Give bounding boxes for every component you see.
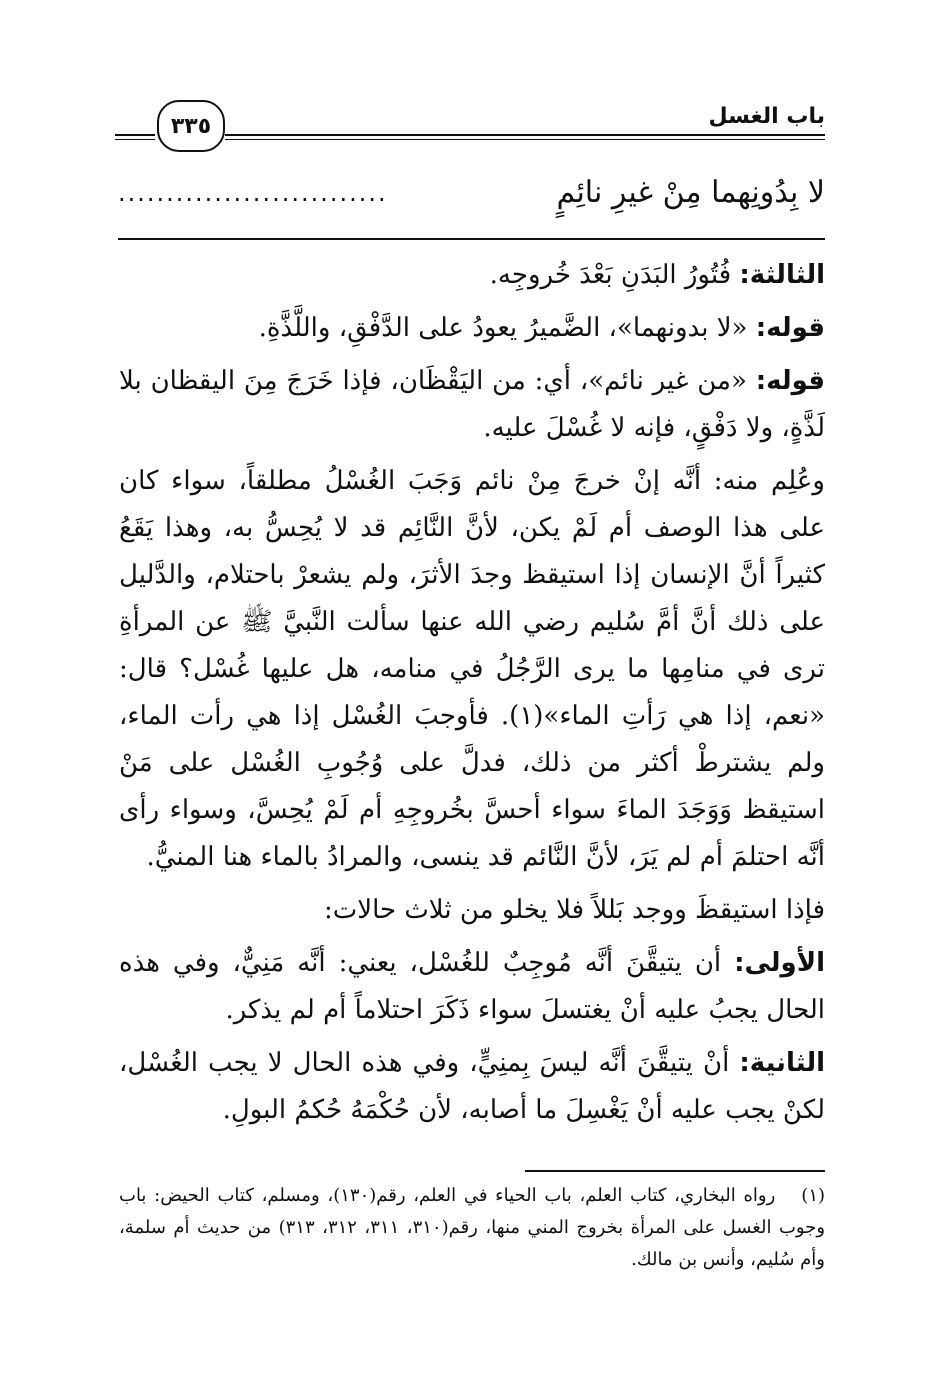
- paragraph-text: «لا بدونهما»، الضَّميرُ يعودُ على الدَّفْقِ، واللَّذَّةِ.: [258, 313, 756, 343]
- header-rule-left: [115, 139, 155, 140]
- paragraph: [119, 1040, 825, 1134]
- paragraph-lead: قوله:: [755, 313, 825, 343]
- paragraph-text: أنْ يتيقَّنَ أنَّه ليسَ بِمنِيٍّ، وفي هذه الحال لا يجب الغُسْل، لكنْ يجب عليه أنْ يَغْسِلَ ما أصابه، لأن حُكْمَهُ حُكمُ البولِ.: [119, 1048, 825, 1125]
- page-number: ٣٣٥: [157, 100, 225, 152]
- commentary-body: [119, 252, 825, 1134]
- paragraph-lead: الأولى:: [734, 948, 825, 978]
- paragraph-text: أن يتيقَّنَ أنَّه مُوجِبٌ للغُسْل، يعني: أنَّه مَنِيٌّ، وفي هذه الحال يجبُ عليه أنْ يغتسلَ سواء ذَكَرَ احتلاماً أم لم يذكر.: [119, 948, 825, 1025]
- header-rule: [225, 139, 825, 140]
- footnote-text: رواه البخاري، كتاب العلم، باب الحياء في العلم، رقم(١٣٠)، ومسلم، كتاب الحيض: باب وجوب الغسل على المرأة بخروج المني منها، رقم(٣١٠، ٣١١، ٣١٢، ٣١٣) من حديث أم سلمة، وأم سُليم، وأنس بن مالك.: [119, 1185, 826, 1270]
- matn-dots: ............................: [118, 179, 388, 207]
- footnote-number: (١): [801, 1185, 826, 1206]
- paragraph-text: فإذا استيقظَ ووجد بَللاً فلا يخلو من ثلاث حالات:: [324, 895, 825, 925]
- paragraph-lead: قوله:: [755, 366, 825, 396]
- paragraph-lead: الثالثة:: [739, 260, 825, 290]
- chapter-title: باب الغسل: [708, 104, 825, 129]
- matn-text: لا بِدُونِهما مِنْ غيرِ نائِمٍ: [556, 175, 825, 210]
- header-rule-left: [115, 134, 155, 136]
- paragraph: [119, 252, 825, 299]
- footnote-rule: [525, 1170, 825, 1172]
- footnote: [119, 1180, 825, 1276]
- paragraph-text: وعُلِم منه: أنَّه إنْ خرجَ مِنْ نائم وَجَبَ الغُسْلُ مطلقاً، سواء كان على هذا الوصف أم لَمْ يكن، لأنَّ النَّائِم قد لا يُحِسُّ به، وهذا يَقَعُ كثيراً أنَّ الإنسان إذا استيقظ وجدَ الأثرَ، ولم يشعرْ باحتلام، والدَّليل على ذلك أنَّ أمَّ سُليم رضي الله عنها سألت النَّبيَّ ﷺ عن المرأةِ ترى في منامِها ما يرى الرَّجُلُ في منامه، هل عليها غُسْل؟ قال: «نعم، إذا هي رَأتِ الماء»(١). فأوجبَ الغُسْل إذا هي رأت الماء، ولم يشترطْ أكثر من ذلك، فدلَّ على وُجُوبِ الغُسْل على مَنْ استيقظ وَوَجَدَ الماءَ سواء أحسَّ بخُروجِهِ أم لَمْ يُحِسَّ، وسواء رأى أنَّه احتلمَ أم لم يَرَ، لأنَّ النَّائم قد ينسى، والمرادُ بالماء هنا المنيُّ.: [119, 466, 825, 872]
- paragraph-text: فُتُورُ البَدَنِ بَعْدَ خُروجِه.: [489, 260, 740, 290]
- paragraph: [119, 358, 825, 452]
- paragraph: [119, 458, 825, 881]
- paragraph-lead: الثانية:: [739, 1048, 825, 1078]
- paragraph-text: «من غير نائم»، أي: من اليَقْظَان، فإذا خَرَجَ مِنَ اليقظان بلا لَذَّةٍ، ولا دَفْقٍ، فإنه لا غُسْلَ عليه.: [119, 366, 825, 443]
- page-header: [115, 98, 825, 158]
- paragraph: [119, 305, 825, 352]
- matn-rule: [118, 238, 825, 240]
- paragraph: [119, 887, 825, 934]
- header-rule: [225, 134, 825, 136]
- paragraph: [119, 940, 825, 1034]
